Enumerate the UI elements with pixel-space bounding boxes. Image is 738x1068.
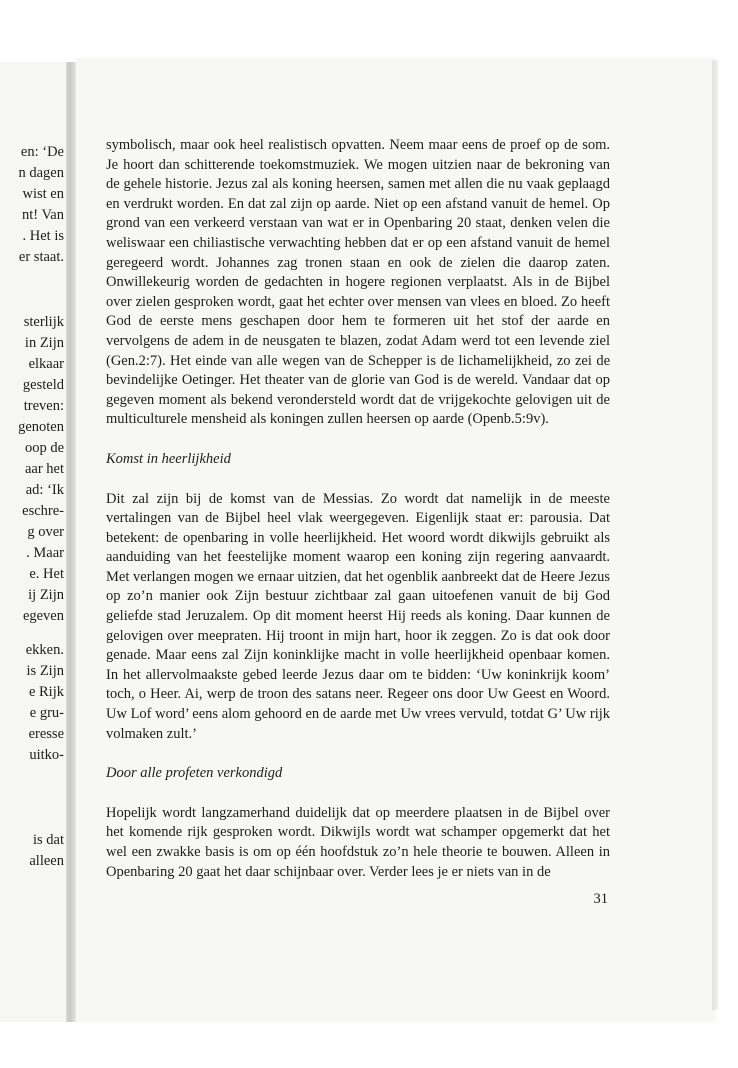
paragraph: Dit zal zijn bij de komst van de Messias. Zo wordt dat namelijk in de meeste vertalingen van de Bijbel heel vlak weergegeven. Eigenlijk staat er: parousia. Dat betekent: de openbaring in volle heerlijkheid. Het woord wordt dikwijls gebruikt als aanduiding van het feestelijke moment waarop een koning zijn regering aanvaardt. Met verlangen mogen we ernaar uitzien, dat het ogenblik aanbreekt dat de Heere Jezus op zo’n manier ook Zijn bestuur zichtbaar zal gaan uitoefenen vanuit de bij God geliefde stad Jeruzalem. Op dit moment heerst Hij reeds als koning. Daar kunnen de gelovigen over meepraten. Hij troont in mijn hart, hoor ik zeggen. Zo is dat ook door genade. Maar eens zal Zijn koninklijke macht in volle heerlijkheid openbaar komen. In het allervolmaakste gebed leerde Jezus daar om te bidden: ‘Uw koninkrijk koom’ toch, o Heer. Ai, werp de troon des satans neer. Regeer ons door Uw Geest en Woord. Uw Lof word’ eens alom gehoord en de aarde met Uw vrees vervuld, totdat G’ Uw rijk volmaken zult.’ xyxy=(106,490,610,742)
left-line: genoten xyxy=(18,419,64,435)
book-gutter xyxy=(66,62,76,1022)
left-line: n dagen xyxy=(18,165,64,181)
main-text xyxy=(106,136,610,882)
section-heading: Komst in heerlijkheid xyxy=(106,450,231,467)
left-line: eschre- xyxy=(22,503,64,519)
left-line: . Het is xyxy=(22,228,64,244)
left-line: oop de xyxy=(24,440,64,456)
left-line: e Rijk xyxy=(28,684,64,700)
left-line: nt! Van xyxy=(21,207,64,223)
left-line: e. Het xyxy=(29,566,64,582)
left-line: gesteld xyxy=(22,377,64,393)
left-line: is Zijn xyxy=(26,663,64,679)
left-line: is dat xyxy=(32,832,64,848)
left-line: in Zijn xyxy=(24,335,64,351)
left-line: er staat. xyxy=(18,249,64,265)
left-text-block-lower xyxy=(0,640,64,766)
left-line: treven: xyxy=(23,398,64,414)
paragraph: Hopelijk wordt langzamerhand duidelijk dat op meerdere plaatsen in de Bijbel over het komende rijk gesproken wordt. Dikwijls wordt wat schamper opgemerkt dat het wel een zwakke basis is om op één hoofdstuk zo’n hele theorie te bouwen. Alleen in Openbaring 20 gaat het daar schijnbaar over. Verder lees je er niets van in de xyxy=(106,804,610,880)
left-line: e gru- xyxy=(29,705,64,721)
left-line: en: ‘De xyxy=(20,144,64,160)
left-line: elkaar xyxy=(28,356,64,372)
left-line: aar het xyxy=(24,461,64,477)
left-line: ekken. xyxy=(25,642,64,658)
left-text-block-top xyxy=(0,142,64,268)
left-line: eresse xyxy=(28,726,64,742)
left-line: ij Zijn xyxy=(28,587,64,603)
left-line: . Maar xyxy=(26,545,64,561)
page-number: 31 xyxy=(593,891,608,907)
left-line: wist en xyxy=(22,186,64,202)
left-line: sterlijk xyxy=(23,314,64,330)
left-text-block-middle xyxy=(0,312,64,627)
left-line: uitko- xyxy=(29,747,64,763)
left-line: alleen xyxy=(29,853,64,869)
page-edge xyxy=(712,60,718,1010)
paragraph: symbolisch, maar ook heel realistisch opvatten. Neem maar eens de proef op de som. Je hoort dan schitterende toekomstmuziek. We mogen uitzien naar de bekroning van de gehele historie. Jezus zal als koning heersen, samen met allen die nu vaak geplaagd en verdrukt worden. En dat zal zijn op aarde. Niet op een afstand vanuit de hemel. Op grond van een verkeerd verstaan van wat er in Openbaring 20 staat, denken velen die weliswaar een chiliastische verwachting hebben dat er op een afstand vanuit de hemel geregeerd wordt. Johannes zag tronen staan en ook de zielen die daarop zaten. Onwillekeurig worden de gedachten in hogere regionen verplaatst. Als in de Bijbel over zielen gesproken wordt, gaat het echter over mensen van vlees en bloed. Zo heeft God de eerste mens geschapen door hem te formeren uit het stof der aarde en vervolgens de adem in de neusgaten te blazen, zodat Adam werd tot een levende ziel (Gen.2:7). Het einde van alle wegen van de Schepper is de lichamelijkheid, zo zei de bevindelijke Oetinger. Het theater van de glorie van God is de wereld. Vandaar dat op gegeven moment als bekend verondersteld wordt dat de vrijgekochte gelovigen uit de multiculturele mensheid als koningen zullen heersen op aarde (Openb.5:9v). xyxy=(106,137,610,428)
left-line: g over xyxy=(27,524,64,540)
left-text-block-bottom xyxy=(0,830,64,872)
left-line: egeven xyxy=(22,608,64,624)
left-page xyxy=(0,62,68,1022)
section-heading: Door alle profeten verkondigd xyxy=(106,765,283,782)
left-line: ad: ‘Ik xyxy=(25,482,64,498)
